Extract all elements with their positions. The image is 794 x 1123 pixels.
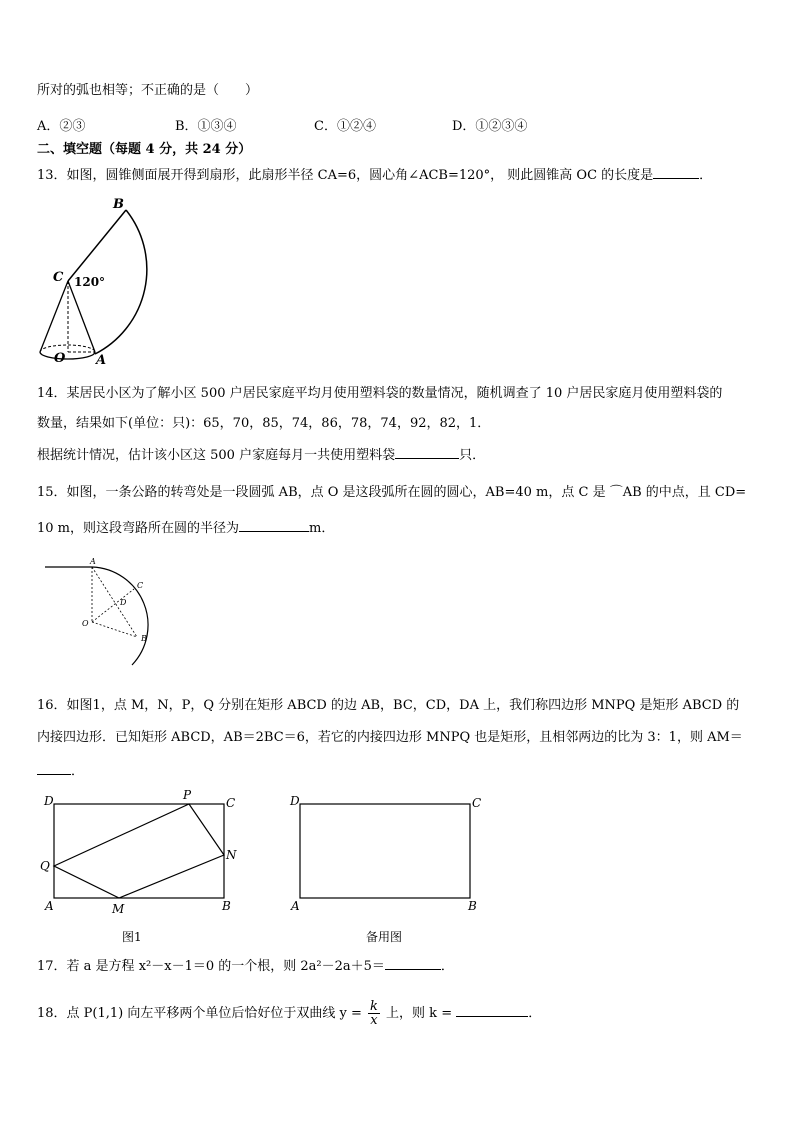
q14-blank [395, 446, 459, 459]
q15-line-oc [92, 589, 134, 622]
q17-blank [385, 957, 441, 970]
section-title: 二、填空题（每题 4 分，共 24 分） [37, 142, 252, 157]
q16-f1-label-b: B [222, 899, 231, 913]
q15-blank [239, 519, 309, 532]
q13-end: ． [699, 168, 713, 183]
q16-end: ． [71, 764, 85, 779]
q16-f2-caption: 备用图 [366, 930, 403, 944]
option-d: D．①②③④ [452, 119, 528, 134]
q15-line-ob [92, 622, 137, 637]
q16-f1-label-c: C [226, 796, 236, 810]
q13-blank [653, 166, 699, 179]
q15-label-d: D [120, 598, 127, 607]
q16-f1-caption: 图1 [122, 930, 142, 944]
q18-pre: 18．点 P(1,1) 向左平移两个单位后恰好位于双曲线 y = [37, 1006, 362, 1021]
q14-line2: 数量，结果如下(单位：只)：65，70，85，74，86，78，74，92，82，1． [37, 416, 491, 431]
q15-label-a: A [90, 557, 96, 566]
q16-figure1 [35, 785, 245, 945]
q15-question: 10 m，则这段弯路所在圆的半径为 [37, 521, 240, 536]
q13-label-b: B [113, 197, 124, 212]
q15-end: m． [309, 521, 335, 536]
q16-f1-label-d: D [44, 794, 54, 808]
q14-question: 根据统计情况，估计该小区这 500 户家庭每月一共使用塑料袋 [37, 448, 396, 463]
q15-line2 [37, 519, 334, 538]
q16-line3 [37, 762, 84, 781]
q15-figure [40, 555, 170, 670]
q18-end: ． [528, 1006, 542, 1021]
q13-base-front [40, 352, 95, 359]
q13-line-cb [68, 210, 126, 281]
q16-blank [37, 762, 71, 775]
q16-f1-label-a: A [45, 899, 54, 913]
q16-line1: 16．如图1，点 M，N，P，Q 分别在矩形 ABCD 的边 AB，BC，CD，DA 上，我们称四边形 MNPQ 是矩形 ABCD 的 [37, 698, 740, 713]
q17-end: ． [440, 959, 454, 974]
q17-text [37, 957, 454, 976]
option-a: A．②③ [37, 119, 86, 134]
q14-line3 [37, 446, 485, 465]
q16-f2-label-b: B [468, 899, 477, 913]
q18-post: 上，则 k = [386, 1006, 453, 1021]
q16-figure2 [282, 785, 492, 945]
q13-label-c: C [53, 270, 64, 285]
q13-label-o: O [54, 351, 66, 366]
q16-f1-label-p: P [183, 788, 192, 802]
option-c: C．①②④ [314, 119, 376, 134]
q13-text [37, 166, 712, 185]
q17-question: 17．若 a 是方程 x²－x－1＝0 的一个根，则 2a²－2a＋5＝ [37, 959, 385, 974]
intro-text: 所对的弧也相等；不正确的是（ ） [37, 83, 259, 98]
q16-f2-label-d: D [290, 794, 300, 808]
q15-line-ab [92, 567, 137, 637]
q16-spare-rect [300, 804, 470, 898]
q13-label-a: A [96, 353, 107, 367]
q14-end: 只． [459, 448, 486, 463]
option-b: B．①③④ [175, 119, 237, 134]
q16-f2-label-c: C [472, 796, 482, 810]
q16-f1-label-m: M [112, 902, 125, 916]
q15-label-o: O [82, 619, 89, 628]
q15-line1: 15．如图，一条公路的转弯处是一段圆弧 AB，点 O 是这段弧所在圆的圆心，AB=40 m，点 C 是 ⌒AB 的中点，且 CD= [37, 485, 747, 500]
q18-fraction [368, 1000, 380, 1027]
q16-line2: 内接四边形．已知矩形 ABCD，AB＝2BC＝6，若它的内接四边形 MNPQ 也是矩形，且相邻两边的比为 3：1，则 AM＝ [37, 730, 743, 745]
q16-f1-label-q: Q [40, 859, 50, 873]
q18-blank [456, 1004, 528, 1017]
q13-figure [30, 192, 170, 367]
q13-cone-right [68, 281, 95, 352]
q18-frac-num: k [370, 999, 378, 1014]
q13-question: 13．如图，圆锥侧面展开得到扇形，此扇形半径 CA=6，圆心角∠ACB=120°， 则此圆锥高 OC 的长度是 [37, 168, 654, 183]
q18-frac-den: x [370, 1013, 378, 1028]
q15-label-b: B [141, 634, 147, 643]
q14-line1: 14．某居民小区为了解小区 500 户居民家庭平均月使用塑料袋的数量情况，随机调查了 10 户居民家庭月使用塑料袋的 [37, 386, 723, 401]
q18-text [37, 1000, 541, 1027]
q13-cone-left [40, 281, 68, 352]
q15-label-c: C [137, 581, 144, 590]
q16-quad-mnpq [54, 804, 224, 898]
q13-angle-label: 120° [74, 275, 106, 289]
q16-f1-label-n: N [226, 848, 237, 862]
q16-f2-label-a: A [291, 899, 300, 913]
